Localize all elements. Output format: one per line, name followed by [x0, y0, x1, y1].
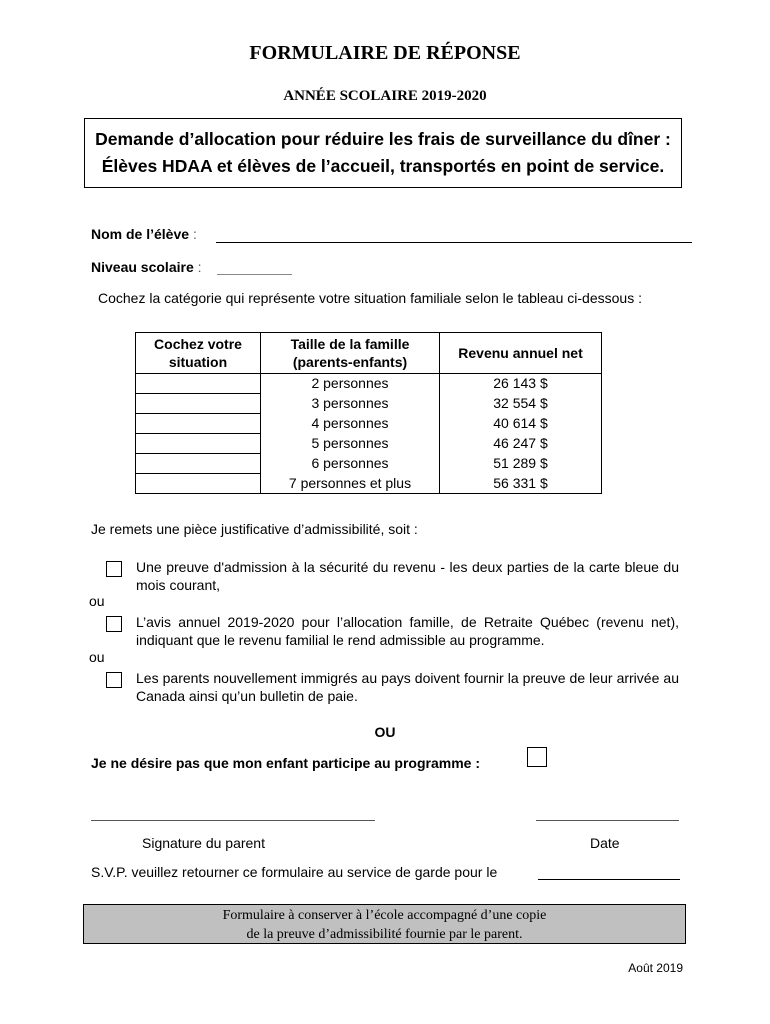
income-table: [135, 332, 602, 494]
page-title: FORMULAIRE DE RÉPONSE: [249, 42, 521, 64]
family-size-cell: 5 personnes: [261, 434, 440, 454]
return-date-field[interactable]: [538, 865, 680, 880]
family-size-cell: 7 personnes et plus: [261, 474, 440, 494]
proof-option-1-text: Une preuve d'admission à la sécurité du revenu - les deux parties de la carte bleue du mois courant,: [136, 559, 679, 593]
keep-at-school-note: [83, 904, 686, 944]
income-cell: 56 331 $: [440, 474, 602, 494]
table-row: [136, 414, 602, 434]
or-separator-main: OU: [374, 724, 396, 740]
parent-signature-label: Signature du parent: [142, 835, 265, 851]
or-separator-1: ou: [89, 593, 105, 609]
decline-checkbox[interactable]: [527, 747, 547, 767]
student-name-label: Nom de l’élève :: [91, 226, 197, 242]
table-row: [136, 374, 602, 394]
income-cell: 51 289 $: [440, 454, 602, 474]
family-size-cell: 6 personnes: [261, 454, 440, 474]
keep-note-line-1: Formulaire à conserver à l’école accompagné d’une copie: [222, 908, 547, 923]
family-size-cell: 3 personnes: [261, 394, 440, 414]
keep-note-line-2: de la preuve d’admissibilité fournie par le parent.: [246, 927, 523, 942]
table-header-row: [136, 333, 602, 374]
student-name-field[interactable]: [216, 226, 692, 243]
parent-signature-field[interactable]: [91, 808, 375, 821]
situation-check-cell[interactable]: [136, 374, 261, 394]
situation-check-cell[interactable]: [136, 474, 261, 494]
school-year: ANNÉE SCOLAIRE 2019-2020: [283, 88, 487, 104]
request-title-line-1: Demande d’allocation pour réduire les frais de surveillance du dîner :: [95, 129, 671, 149]
header-income: Revenu annuel net: [440, 333, 602, 374]
proof-option-3-checkbox[interactable]: [106, 672, 122, 688]
header-check: Cochez votre situation: [136, 333, 261, 374]
situation-check-cell[interactable]: [136, 434, 261, 454]
income-cell: 46 247 $: [440, 434, 602, 454]
family-size-cell: 2 personnes: [261, 374, 440, 394]
situation-check-cell[interactable]: [136, 394, 261, 414]
situation-check-cell[interactable]: [136, 414, 261, 434]
or-separator-2: ou: [89, 649, 105, 665]
justification-intro: Je remets une pièce justificative d’admissibilité, soit :: [91, 521, 418, 537]
level-field[interactable]: [217, 262, 292, 275]
proof-option-2-text: L’avis annuel 2019-2020 pour l’allocation famille, de Retraite Québec (revenu net), indiquant que le revenu familial le rend admissible au programme.: [136, 614, 679, 648]
request-title-box: [84, 118, 682, 188]
header-family-size: Taille de la famille (parents-enfants): [261, 333, 440, 374]
table-row: [136, 454, 602, 474]
table-row: [136, 394, 602, 414]
proof-option-3-text: Les parents nouvellement immigrés au pays doivent fournir la preuve de leur arrivée au Canada ainsi qu’un bulletin de paie.: [136, 670, 679, 704]
income-cell: 40 614 $: [440, 414, 602, 434]
proof-option-2-checkbox[interactable]: [106, 616, 122, 632]
proof-option-1-checkbox[interactable]: [106, 561, 122, 577]
table-row: [136, 474, 602, 494]
request-title-line-2: Élèves HDAA et élèves de l’accueil, transportés en point de service.: [101, 156, 665, 176]
decline-label: Je ne désire pas que mon enfant participe au programme :: [91, 755, 480, 771]
situation-check-cell[interactable]: [136, 454, 261, 474]
level-label: Niveau scolaire :: [91, 259, 202, 275]
date-field[interactable]: [536, 808, 679, 821]
table-instruction: Cochez la catégorie qui représente votre situation familiale selon le tableau ci-dessous :: [98, 290, 642, 306]
family-size-cell: 4 personnes: [261, 414, 440, 434]
income-cell: 26 143 $: [440, 374, 602, 394]
footer-date: Août 2019: [628, 961, 683, 975]
date-label: Date: [590, 835, 620, 851]
table-row: [136, 434, 602, 454]
income-cell: 32 554 $: [440, 394, 602, 414]
return-instruction: S.V.P. veuillez retourner ce formulaire au service de garde pour le: [91, 864, 498, 880]
